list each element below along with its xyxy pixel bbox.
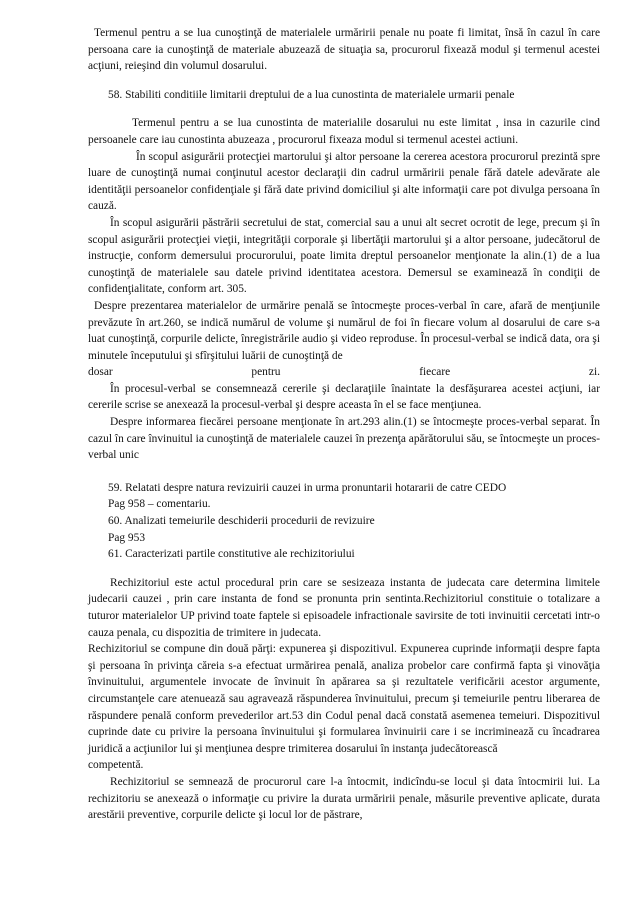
paragraph-informare: Despre informarea fiecărei persoane menţionate în art.293 alin.(1) se întocmeşte proces-verbal separat. În cazul în care învinuitul ia cunoştinţă de materialele cauzei în prezenţa apărătorului său, se întocmeşte un proces-verbal unic (88, 416, 600, 462)
question-58-heading: 58. Stabiliti conditiile limitarii dreptului de a lua cunostinta de materialele urmarii penale (108, 88, 515, 101)
paragraph-witness-protection: În scopul asigurării protecţiei martorului şi altor persoane la cererea acestora procurorul prezintă spre luare de cunoştinţă numai conţinutul acestor declaraţii din cadrul urmăririi penale fără datele adevărate ale identităţii persoanelor confidenţiale şi fără date privind domiciliul şi alte informaţii care pot divulga persoana în cauză. (88, 150, 600, 213)
question-60: 60. Analizati temeiurile deschiderii procedurii de revizuire (108, 515, 375, 528)
paragraph-answer-58: Termenul pentru a se lua cunostinta de materialile dosarului nu este limitat , insa in cazurile cind persoanele care iau cunostinta abuzeaza , procurorul fixeaza modul si termenul acestei actiuni. (88, 117, 600, 146)
tail-word: pentru (251, 366, 281, 379)
paragraph-rechizitoriu-signature: Rechizitoriul se semnează de procurorul care l-a întocmit, indicîndu-se locul şi data întocmirii lui. La rechizitoriu se anexează o informaţie cu privire la durata urmăririi penale, măsurile preventive aplicate, durata arestării preventive, corpurile delicte şi locul lor de păstrare, (88, 775, 600, 822)
paragraph-cereri: În procesul-verbal se consemnează cererile şi declaraţiile înaintate la desfăşurarea acestei acţiuni, iar cererile scrise se anexează la procesul-verbal şi despre aceasta în el se face menţiunea. (88, 382, 600, 412)
paragraph-state-secret: În scopul asigurării păstrării secretului de stat, comercial sau a unui alt secret ocrotit de lege, precum şi în scopul asigurării protecţiei vieţii, integrităţii corporale şi libertăţii martorului şi a altor persoane, judecătorul de instrucţie, conform demersului procurorului, poate limita dreptul persoanelor menţionate la alin.(1) de a lua cunoştinţă de materialele sau datele privind identitatea acestora. Demersul se examinează în condiţii de confidenţialitate, conform art. 305. (88, 216, 600, 296)
paragraph-proces-verbal: Despre prezentarea materialelor de urmărire penală se întocmeşte proces-verbal în care, afară de menţiunile prevăzute în art.260, se indică numărul de volume şi numărul de foi în fiecare volum al dosarului de care s-a luat cunoştinţă, corpurile delicte, înregistrările audio şi video reproduse. În procesul-verbal se indică data, ora şi minutele începutului şi sfîrşitului luării de cunoştinţă de (88, 299, 600, 362)
tail-word: zi. (588, 366, 600, 379)
question-60-reference: Pag 953 (108, 531, 146, 544)
tail-word: dosar (88, 366, 113, 379)
tail-word: fiecare (419, 366, 451, 379)
paragraph-rechizitoriu-structure-tail: competentă. (88, 759, 144, 772)
paragraph-rechizitoriu-structure: Rechizitoriul se compune din două părţi: expunerea şi dispozitivul. Expunerea cuprinde informaţii despre fapta şi persoana în privinţa căreia s-a efectuat urmărirea penală, analiza probelor care confirmă fapta şi vinovăţia învinuitului, argumentele invocate de învinuit în apărarea sa şi rezultatele verificării acestor argumente, circumstanţele care atenuează sau agravează răspunderea învinuitului, precum şi temeiurile pentru liberarea de răspundere penală conform prevederilor art.53 din Codul penal dacă constată asemenea temeiuri. Dispozitivul cuprinde date cu privire la persoana învinuitului şi formularea învinuirii care i se incriminează cu încadrarea juridică a acţiunilor lui şi menţiunea despre trimiterea dosarului în instanţa judecătorească (88, 643, 600, 755)
question-61: 61. Caracterizati partile constitutive ale rechizitoriului (108, 548, 355, 561)
question-59-reference: Pag 958 – comentariu. (108, 498, 211, 511)
question-59: 59. Relatati despre natura revizuirii cauzei in urma pronuntarii hotararii de catre CEDO (108, 481, 507, 494)
paragraph-proces-verbal-tail (88, 364, 600, 381)
paragraph-rechizitoriu-definition: Rechizitoriul este actul procedural prin care se sesizeaza instanta de judecata care determina limitele judecarii cauzei , prin care instanta de fond se pronunta prin sentinta.Rechizitoriul constituie o totalizare a tuturor materialelor UP privind toate faptele si episoadele infractionale savirsite de toti invinuitii cercetati intr-o cauza penala, cu dispozitia de trimitere in judecata. (88, 576, 600, 639)
paragraph-access-limit: Termenul pentru a se lua cunoştinţă de materialele urmăririi penale nu poate fi limitat, însă în cazul în care persoana care ia cunoştinţă de materiale abuzează de situaţia sa, procurorul fixează modul şi termenul acestei acţiuni, reieşind din volumul dosarului. (88, 27, 600, 73)
